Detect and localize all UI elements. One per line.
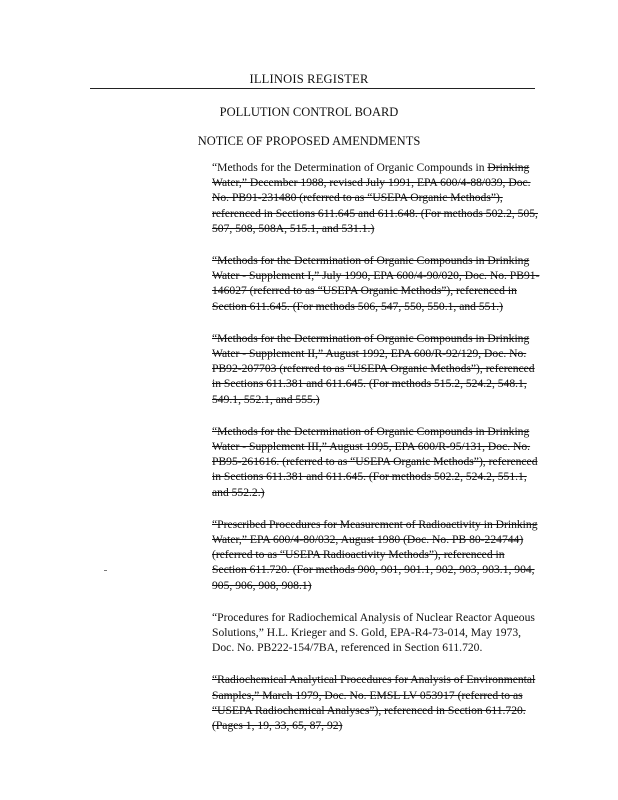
reference-entry	[212, 672, 542, 733]
reference-entry	[212, 610, 542, 656]
register-title: ILLINOIS REGISTER	[249, 72, 369, 86]
entry-text-deleted: “Methods for the Determination of Organic Compounds in Drinking Water - Supplement III,” August 1995, EPA 600/R-95/131, Doc. No. PB95-261616. (referred to as “USEPA Organic Methods”), referenced in Sections 611.381 and 611.645. (For methods 502.2, 524.2, 551.1, and 552.2.)	[212, 424, 538, 499]
entry-text-deleted: “Methods for the Determination of Organic Compounds in Drinking Water - Supplement I,” July 1990, EPA 600/4-90/020, Doc. No. PB91-146027 (referred to as “USEPA Organic Methods”), referenced in Section 611.645. (For methods 506, 547, 550, 550.1, and 551.)	[212, 254, 540, 313]
entry-text: “Methods for the Determination of Organic Compounds in	[212, 161, 488, 174]
reference-entry	[212, 331, 542, 407]
reference-entry	[212, 160, 542, 236]
entry-text-deleted: Drinking Water,” December 1988, revised July 1991, EPA 600/4-88/039, Doc. No. PB91-231480 (referred to as “USEPA Organic Methods”), referenced in Sections 611.645 and 611.648. (For methods 502.2, 505, 507, 508, 508A, 515.1, and 531.1.)	[212, 161, 538, 235]
notice-title: NOTICE OF PROPOSED AMENDMENTS	[197, 134, 421, 148]
entry-text-deleted: “Methods for the Determination of Organic Compounds in Drinking Water - Supplement II,” August 1992, EPA 600/R-92/129, Doc. No. PB92-207703 (referred to as “USEPA Organic Methods”), referenced in Sections 611.381 and 611.645. (For methods 515.2, 524.2, 548.1, 549.1, 552.1, and 555.)	[212, 331, 535, 406]
entry-text: “Procedures for Radiochemical Analysis of Nuclear Reactor Aqueous Solutions,” H.L. Krieger and S. Gold, EPA-R4-73-014, May 1973, Doc. No. PB222-154/7BA, referenced in Section 611.720.	[212, 610, 535, 655]
entry-text-deleted: “Radiochemical Analytical Procedures for Analysis of Environmental Samples,” March 1979, Doc. No. EMSL LV 053917 (referred to as “USEPA Radiochemical Analyses”), referenced in Section 611.720. (Pages 1, 19, 33, 65, 87, 92)	[212, 673, 536, 733]
margin-mark	[104, 570, 107, 571]
board-name: POLLUTION CONTROL BOARD	[219, 105, 399, 119]
reference-entry	[212, 424, 542, 500]
reference-list	[212, 160, 542, 750]
reference-entry	[212, 253, 542, 314]
entry-text-deleted: “Prescribed Procedures for Measurement of Radioactivity in Drinking Water,” EPA 600/4-80/032, August 1980 (Doc. No. PB 80-224744) (referred to as “USEPA Radioactivity Methods”), referenced in Section 611.720. (For methods 900, 901, 901.1, 902, 903, 903.1, 904, 905, 906, 908, 908.1)	[212, 517, 538, 592]
reference-entry	[212, 517, 542, 593]
header-rule	[90, 88, 535, 89]
